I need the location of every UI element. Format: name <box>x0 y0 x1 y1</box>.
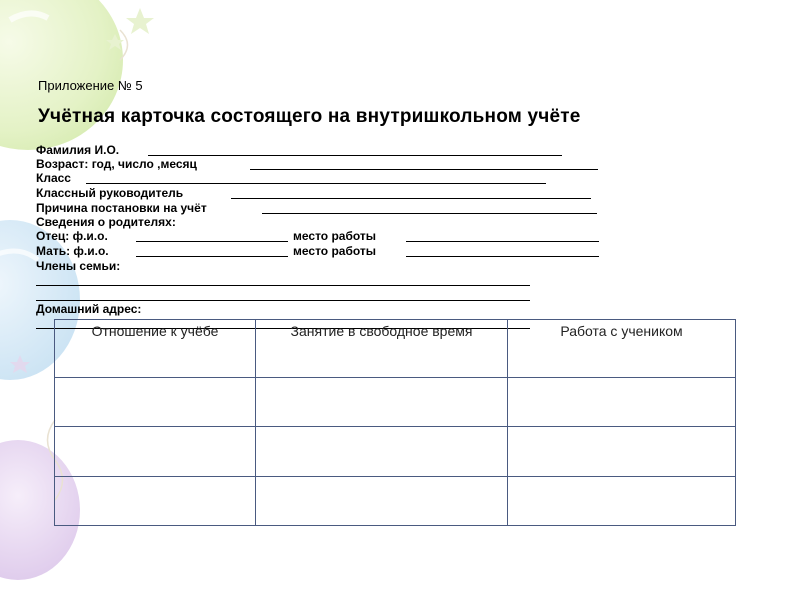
family-line-2[interactable] <box>36 300 530 301</box>
class-line[interactable] <box>86 183 546 184</box>
table-header-cell: Работа с учеником <box>508 320 736 378</box>
mother-work-line[interactable] <box>406 256 599 257</box>
table-cell[interactable] <box>508 427 736 476</box>
fio-line[interactable] <box>148 155 562 156</box>
reason-label: Причина постановки на учёт <box>36 201 207 215</box>
table-header-row <box>55 320 736 378</box>
table-cell[interactable] <box>256 378 508 427</box>
mother-name-line[interactable] <box>136 256 288 257</box>
table-row <box>55 427 736 476</box>
info-table <box>54 319 736 526</box>
table-cell[interactable] <box>55 378 256 427</box>
appendix-label: Приложение № 5 <box>38 78 143 93</box>
fio-label: Фамилия И.О. <box>36 143 120 157</box>
teacher-label: Классный руководитель <box>36 186 184 200</box>
parents-label: Сведения о родителях: <box>36 215 176 229</box>
table-cell[interactable] <box>508 476 736 525</box>
table-cell[interactable] <box>508 378 736 427</box>
table-cell[interactable] <box>55 427 256 476</box>
table-header-cell: Занятие в свободное время <box>256 320 508 378</box>
table-cell[interactable] <box>256 427 508 476</box>
father-label: Отец: ф.и.о. <box>36 229 108 243</box>
table-header-cell: Отношение к учёбе <box>55 320 256 378</box>
page-title: Учётная карточка состоящего на внутришкольном учёте <box>38 106 581 127</box>
address-label: Домашний адрес: <box>36 302 142 316</box>
reason-line[interactable] <box>262 213 597 214</box>
family-label: Члены семьи: <box>36 259 121 273</box>
father-name-line[interactable] <box>136 241 288 242</box>
family-line-1[interactable] <box>36 285 530 286</box>
father-work-label: место работы <box>293 229 377 243</box>
table-cell[interactable] <box>55 476 256 525</box>
age-label: Возраст: год, число ,месяц <box>36 157 197 171</box>
table-row <box>55 378 736 427</box>
table-row <box>55 476 736 525</box>
class-label: Класс <box>36 171 71 185</box>
mother-label: Мать: ф.и.о. <box>36 244 109 258</box>
age-line[interactable] <box>250 169 598 170</box>
table-cell[interactable] <box>256 476 508 525</box>
teacher-line[interactable] <box>231 198 591 199</box>
father-work-line[interactable] <box>406 241 599 242</box>
mother-work-label: место работы <box>293 244 377 258</box>
